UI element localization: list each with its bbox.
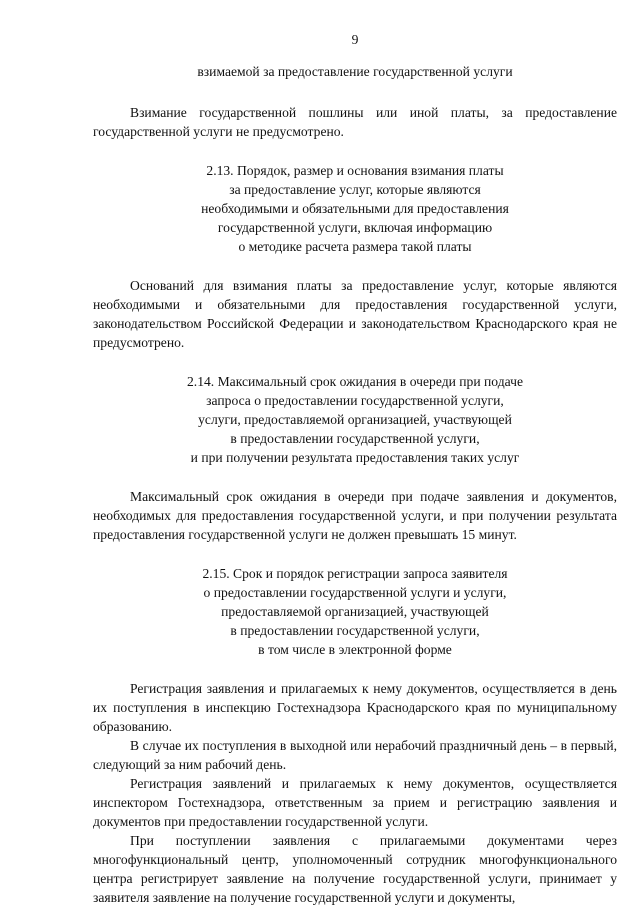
heading-line: в том числе в электронной форме xyxy=(258,642,452,657)
section-2-15-paragraph: При поступлении заявления с прилагаемыми документами через многофункциональный центр, уполномоченный сотрудник многофункционального центра регистрирует заявление на получение государственной услуги, принимает у заявителя заявление на получение государственной услуги и документы, xyxy=(93,833,617,905)
heading-line: о предоставлении государственной услуги и услуги, xyxy=(203,585,507,600)
heading-line: государственной услуги, включая информацию xyxy=(217,220,493,235)
paragraph-fee-note: Взимание государственной пошлины или иной платы, за предоставление государственной услуги не предусмотрено. xyxy=(93,105,617,139)
heading-line: в предоставлении государственной услуги, xyxy=(230,623,480,638)
heading-line: и при получении результата предоставления таких услуг xyxy=(190,450,520,465)
section-2-15-paragraph: Регистрация заявления и прилагаемых к нему документов, осуществляется в день их поступления в инспекцию Гостехнадзора Краснодарского края по муниципальному образованию. xyxy=(93,681,617,734)
heading-line: 2.14. Максимальный срок ожидания в очереди при подаче xyxy=(187,374,523,389)
heading-line: в предоставлении государственной услуги, xyxy=(230,431,480,446)
section-2-15-paragraph: Регистрация заявлений и прилагаемых к нему документов, осуществляется инспектором Гостехнадзора, ответственным за прием и регистрацию заявления и документов при предоставлении государственной услуги. xyxy=(93,776,617,829)
section-2-14-paragraph: Максимальный срок ожидания в очереди при подаче заявления и документов, необходимых для предоставления государственной услуги, и при получении результата предоставления государственной услуги не должен превышать 15 минут. xyxy=(93,489,617,542)
heading-line: предоставляемой организацией, участвующей xyxy=(221,604,489,619)
heading-line: 2.15. Срок и порядок регистрации запроса заявителя xyxy=(202,566,508,581)
heading-line: о методике расчета размера такой платы xyxy=(238,239,472,254)
heading-line: 2.13. Порядок, размер и основания взимания платы xyxy=(206,163,504,178)
heading-line: за предоставление услуг, которые являются xyxy=(229,182,481,197)
section-2-13-paragraph: Оснований для взимания платы за предоставление услуг, которые являются необходимыми и обязательными для предоставления государственной услуги, законодательством Российской Федерации и законодательством Краснодарского края не предусмотрено. xyxy=(93,278,617,350)
section-2-14-heading xyxy=(93,372,617,467)
intro-heading: взимаемой за предоставление государственной услуги xyxy=(197,64,513,79)
heading-line: услуги, предоставляемой организацией, участвующей xyxy=(198,412,512,427)
section-2-15-heading xyxy=(93,564,617,659)
page-number: 9 xyxy=(351,32,359,47)
heading-line: необходимыми и обязательными для предоставления xyxy=(201,201,509,216)
section-2-13-heading xyxy=(93,161,617,256)
heading-line: запроса о предоставлении государственной услуги, xyxy=(206,393,504,408)
section-2-15-paragraph: В случае их поступления в выходной или нерабочий праздничный день – в первый, следующий за ним рабочий день. xyxy=(93,738,617,772)
